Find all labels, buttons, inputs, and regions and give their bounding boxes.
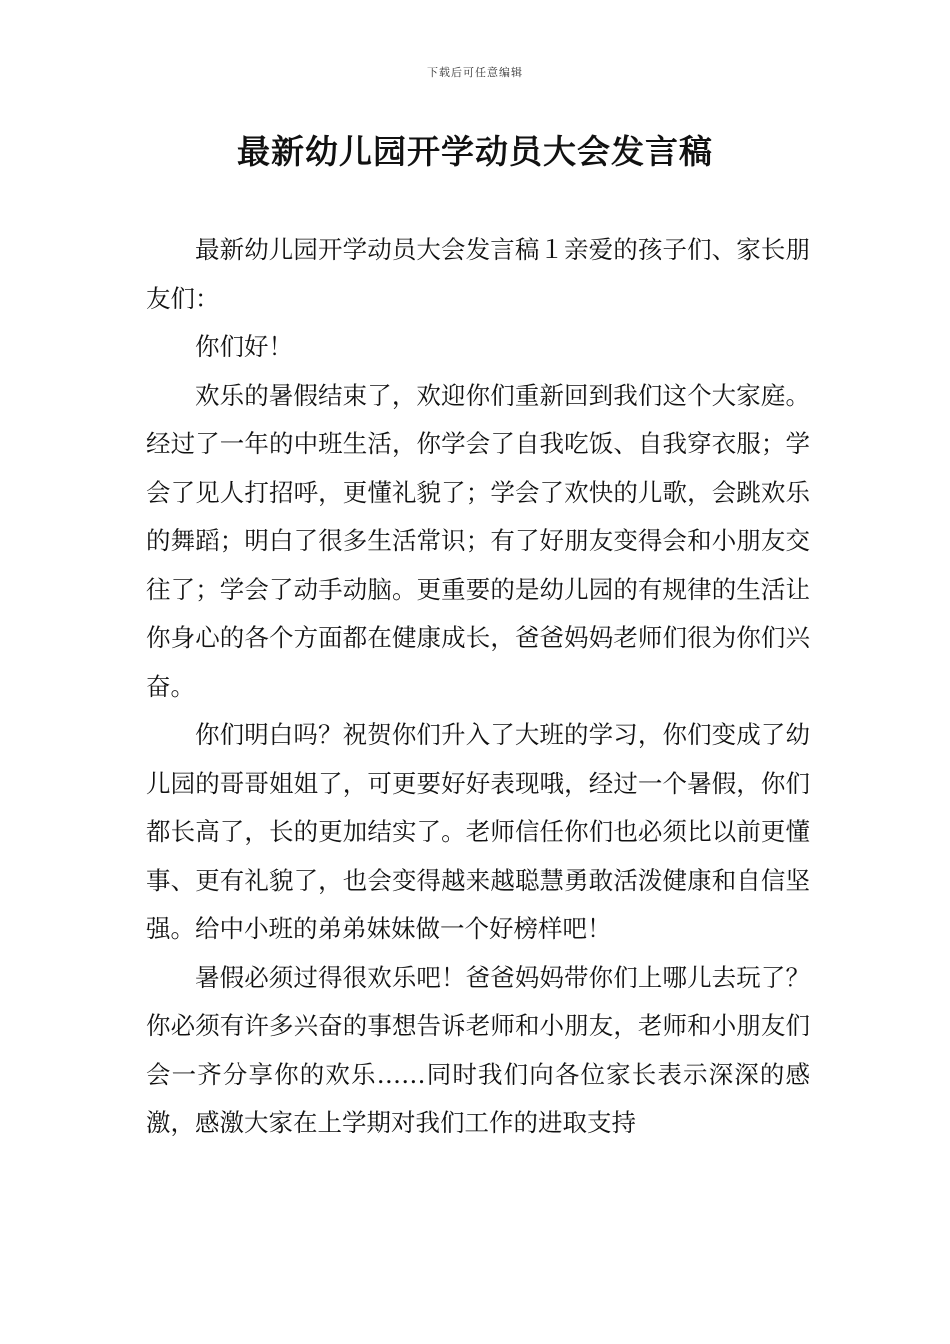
paragraph-big-class: 你们明白吗？祝贺你们升入了大班的学习，你们变成了幼儿园的哥哥姐姐了，可更要好好表现哦，经过一个暑假，你们都长高了，长的更加结实了。老师信任你们也必须比以前更懂事、更有礼貌了，也会变得越来越聪慧勇敢活泼健康和自信坚强。给中小班的弟弟妹妹做一个好榜样吧！ [146,720,810,943]
paragraph-summer-ended: 欢乐的暑假结束了，欢迎你们重新回到我们这个大家庭。经过了一年的中班生活，你学会了自我吃饭、自我穿衣服；学会了见人打招呼，更懂礼貌了；学会了欢快的儿歌，会跳欢乐的舞蹈；明白了很多生活常识；有了好朋友变得会和小朋友交往了；学会了动手动脑。更重要的是幼儿园的有规律的生活让你身心的各个方面都在健康成长，爸爸妈妈老师们很为你们兴奋。 [146,380,810,701]
paragraph-greeting-intro: 最新幼儿园开学动员大会发言稿１亲爱的孩子们、家长朋友们： [146,235,810,313]
page-header-note: 下载后可任意编辑 [427,66,523,79]
document-title: 最新幼儿园开学动员大会发言稿 [237,132,713,171]
document-body [146,226,810,1148]
paragraph-summer-fun: 暑假必须过得很欢乐吧！爸爸妈妈带你们上哪儿去玩了？你必须有许多兴奋的事想告诉老师和小朋友，老师和小朋友们会一齐分享你的欢乐……同时我们向各位家长表示深深的感激，感激大家在上学期对我们工作的进取支持 [146,962,810,1137]
paragraph-hello: 你们好！ [195,332,293,361]
